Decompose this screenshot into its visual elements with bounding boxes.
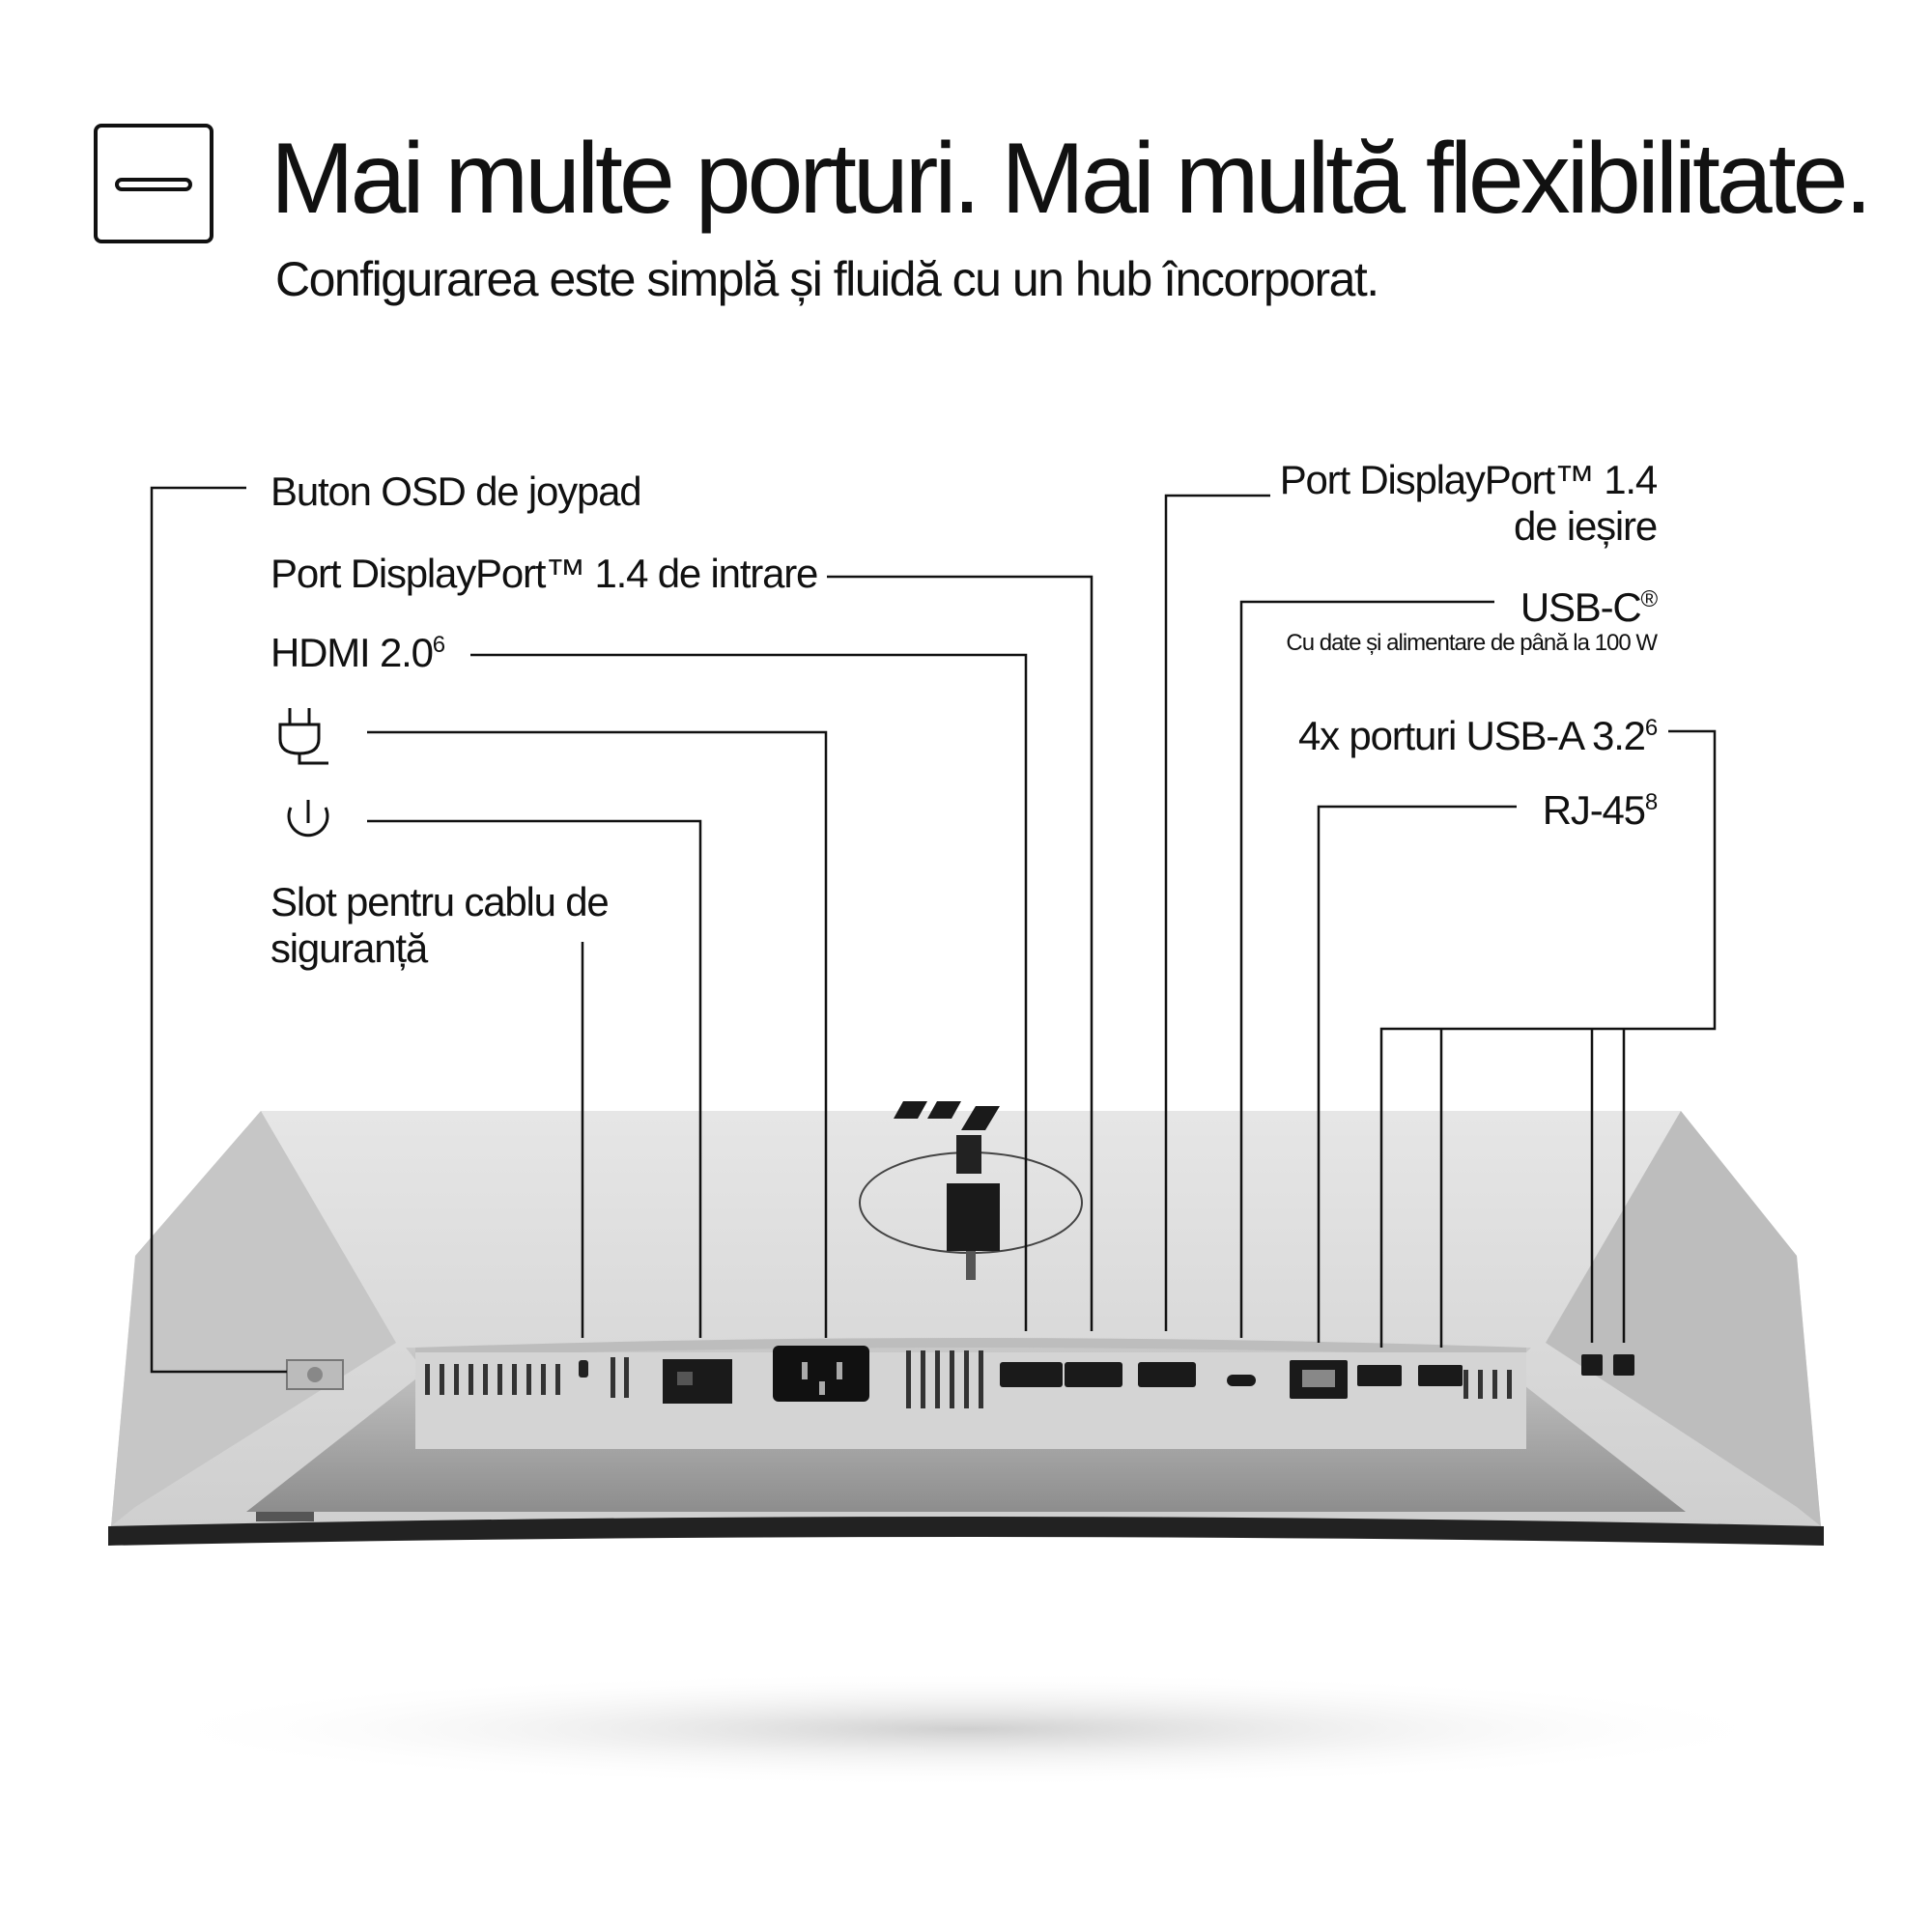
power-led [256,1512,314,1521]
usb-a-port-1 [1357,1365,1402,1386]
usb-c-port [1227,1375,1256,1386]
dp-out-port [1138,1362,1196,1387]
floor-shadow [135,1671,1797,1787]
label-hdmi: HDMI $2.0^6$ [270,630,444,675]
label-security-slot: Slot pentru cablu de siguranță [270,879,609,972]
usb-a-port-3 [1581,1354,1603,1376]
power-plug-icon [280,708,328,763]
label-osd-button: Buton OSD de joypad [270,469,641,514]
label-dp-in: Port DisplayPort™ 1.4 de intrare [270,551,818,596]
label-usb-c-note: Cu date și alimentare de până la 100 W [1286,630,1657,656]
power-button-icon [289,800,327,836]
page-title: Mai multe porturi. Mai multă flexibilitate. [270,123,1869,235]
label-dp-out: Port DisplayPort™ 1.4 de ieșire [1279,457,1657,550]
page-subtitle: Configurarea este simplă și fluidă cu un hub încorporat. [275,252,1378,306]
security-slot [579,1360,588,1378]
label-usb-c: USB-C® [1520,584,1657,630]
dp-in-port [1065,1362,1122,1387]
label-rj45: $RJ-45^8$ [1542,787,1657,833]
usb-a-port-4 [1613,1354,1634,1376]
usb-a-port-2 [1418,1365,1463,1386]
hdmi-port [1000,1362,1063,1387]
stand-column [956,1135,981,1174]
label-usb-a: 4x porturi USB-A $3.2^6$ [1298,713,1657,758]
power-switch [663,1359,732,1404]
